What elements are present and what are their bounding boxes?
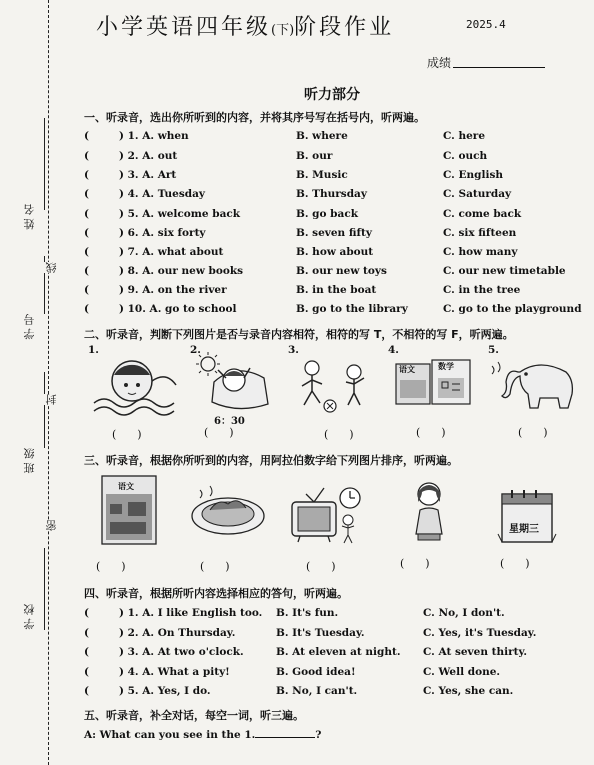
chinese-book-label: 语文 [118, 481, 134, 491]
option-a: ) 5. A. welcome back [119, 208, 241, 220]
dialog-prefix: A: What can you see in the 1. [84, 729, 256, 741]
title-main: 小学英语四年级 [96, 15, 272, 40]
s4-question-row [84, 685, 584, 702]
s1-question-row [84, 303, 584, 320]
s2-answer-4[interactable]: ( ) [416, 426, 446, 439]
book-label-chinese: 语文 [399, 364, 415, 374]
s3-answer-2[interactable]: ( ) [200, 560, 230, 573]
option-b: B. our [296, 150, 333, 162]
s2-num-4: 4. [388, 344, 399, 356]
option-a: ) 10. A. go to school [119, 303, 237, 315]
answer-bracket-open[interactable]: ( [84, 188, 89, 200]
date: 2025.4 [466, 18, 506, 31]
answer-bracket-open[interactable]: ( [84, 685, 89, 697]
option-b: B. Music [296, 169, 348, 181]
class-label: 班 级 [23, 448, 36, 474]
name-line [44, 118, 45, 210]
section3-title: 三、听录音，根据你所听到的内容，用阿拉伯数字给下列图片排序，听两遍。 [84, 454, 458, 467]
option-c: C. in the tree [443, 284, 521, 296]
option-c: C. Saturday [443, 188, 512, 200]
football-picture [292, 358, 372, 414]
section1-title: 一、听录音，选出你所听到的内容，并将其序号写在括号内，听两遍。 [84, 111, 425, 124]
student-id-label: 学 号 [23, 314, 36, 340]
s1-question-row [84, 130, 584, 147]
option-b: B. how about [296, 246, 374, 258]
score-label: 成绩 [427, 56, 452, 70]
s1-question-row [84, 246, 584, 263]
option-c: C. here [443, 130, 486, 142]
answer-bracket-open[interactable]: ( [84, 227, 89, 239]
s2-num-2: 2. [190, 344, 201, 356]
wake-up-picture [194, 352, 270, 412]
option-b: B. seven fifty [296, 227, 372, 239]
school-line [44, 548, 45, 630]
option-a: ) 9. A. on the river [119, 284, 227, 296]
s1-question-row [84, 188, 584, 205]
s3-answer-1[interactable]: ( ) [96, 560, 126, 573]
seal-mark-3: 密 [45, 520, 58, 531]
s2-answer-1[interactable]: ( ) [112, 428, 142, 441]
option-c: C. ouch [443, 150, 488, 162]
section4-title: 四、听录音，根据所听内容选择相应的答句，听两遍。 [84, 587, 348, 600]
s3-answer-3[interactable]: ( ) [306, 560, 336, 573]
clock-picture [334, 486, 368, 548]
s2-answer-5[interactable]: ( ) [518, 426, 548, 439]
option-a: ) 6. A. six forty [119, 227, 206, 239]
cut-line [48, 0, 49, 765]
option-a: ) 3. A. Art [119, 169, 177, 181]
s1-question-row [84, 208, 584, 225]
dialog-suffix: ? [315, 729, 322, 741]
option-c: C. Well done. [423, 666, 501, 678]
option-c: C. how many [443, 246, 518, 258]
option-c: C. go to the playground [443, 303, 582, 315]
television-picture [288, 484, 340, 544]
option-b: B. go to the library [296, 303, 408, 315]
answer-bracket-open[interactable]: ( [84, 169, 89, 181]
option-b: B. in the boat [296, 284, 377, 296]
girl-picture [410, 480, 448, 544]
option-b: B. No, I can't. [276, 685, 358, 697]
answer-bracket-open[interactable]: ( [84, 666, 89, 678]
option-c: C. come back [443, 208, 522, 220]
s2-num-5: 5. [488, 344, 499, 356]
option-c: C. our new timetable [443, 265, 566, 277]
answer-bracket-open[interactable]: ( [84, 607, 89, 619]
option-b: B. Good idea! [276, 666, 356, 678]
option-a: ) 5. A. Yes, I do. [119, 685, 211, 697]
answer-bracket-open[interactable]: ( [84, 246, 89, 258]
option-a: ) 2. A. On Thursday. [119, 627, 236, 639]
swimming-picture [92, 355, 182, 417]
s4-question-row [84, 666, 584, 683]
score-field[interactable] [453, 67, 545, 68]
school-label: 学 校 [23, 604, 36, 630]
option-b: B. our new toys [296, 265, 387, 277]
s1-question-row [84, 284, 584, 301]
option-a: ) 4. A. Tuesday [119, 188, 206, 200]
s4-question-row [84, 646, 584, 663]
s1-question-row [84, 265, 584, 282]
option-b: B. where [296, 130, 348, 142]
option-b: B. go back [296, 208, 359, 220]
option-c: C. Yes, she can. [423, 685, 514, 697]
option-a: ) 2. A. out [119, 150, 178, 162]
title-paren: (下) [271, 23, 295, 38]
option-a: ) 4. A. What a pity! [119, 666, 230, 678]
seal-mark-2: 封 [45, 394, 58, 405]
s2-answer-2[interactable]: ( ) [204, 426, 234, 439]
s4-question-row [84, 627, 584, 644]
answer-bracket-open[interactable]: ( [84, 303, 89, 315]
food-plate-picture [190, 484, 268, 540]
option-c: C. Yes, it's Tuesday. [423, 627, 537, 639]
option-c: C. No, I don't. [423, 607, 505, 619]
class-line [44, 372, 45, 448]
s4-question-row [84, 607, 584, 624]
page-title [96, 10, 394, 41]
answer-bracket-open[interactable]: ( [84, 130, 89, 142]
time-caption: 6：30 [214, 416, 245, 427]
answer-bracket-open[interactable]: ( [84, 646, 89, 658]
answer-bracket-open[interactable]: ( [84, 150, 89, 162]
option-a: ) 1. A. I like English too. [119, 607, 263, 619]
option-a: ) 7. A. what about [119, 246, 224, 258]
title-end: 阶段作业 [294, 15, 395, 40]
s2-answer-3[interactable]: ( ) [324, 428, 354, 441]
binding-sidebar [0, 0, 62, 765]
s3-answer-4[interactable]: ( ) [400, 557, 430, 570]
blank-1[interactable] [255, 727, 315, 738]
option-a: ) 8. A. our new books [119, 265, 244, 277]
answer-bracket-open[interactable]: ( [84, 208, 89, 220]
calendar-label: 星期三 [509, 524, 539, 535]
section2-title: 二、听录音，判断下列图片是否与录音内容相符，相符的写 T，不相符的写 F，听两遍。 [84, 328, 514, 341]
answer-bracket-open[interactable]: ( [84, 265, 89, 277]
s2-num-1: 1. [88, 344, 99, 356]
s2-num-3: 3. [288, 344, 299, 356]
answer-bracket-open[interactable]: ( [84, 284, 89, 296]
answer-bracket-open[interactable]: ( [84, 627, 89, 639]
name-label: 姓 名 [23, 204, 36, 230]
option-b: B. Thursday [296, 188, 367, 200]
part-title: 听力部分 [304, 87, 360, 103]
section5-title: 五、听录音，补全对话，每空一词，听三遍。 [84, 709, 304, 722]
elephant-picture [490, 358, 580, 414]
option-c: C. At seven thirty. [423, 646, 528, 658]
option-a: ) 1. A. when [119, 130, 189, 142]
option-c: C. six fifteen [443, 227, 517, 239]
option-c: C. English [443, 169, 503, 181]
s3-answer-5[interactable]: ( ) [500, 557, 530, 570]
calendar-picture [496, 486, 558, 548]
option-b: B. At eleven at night. [276, 646, 401, 658]
s1-question-row [84, 150, 584, 167]
seal-mark-1: 线 [45, 262, 58, 273]
option-b: B. It's fun. [276, 607, 339, 619]
book-label-math: 数学 [438, 361, 454, 371]
s1-question-row [84, 169, 584, 186]
option-b: B. It's Tuesday. [276, 627, 365, 639]
option-a: ) 3. A. At two o'clock. [119, 646, 244, 658]
s1-question-row [84, 227, 584, 244]
dialog-line-1 [84, 727, 321, 741]
